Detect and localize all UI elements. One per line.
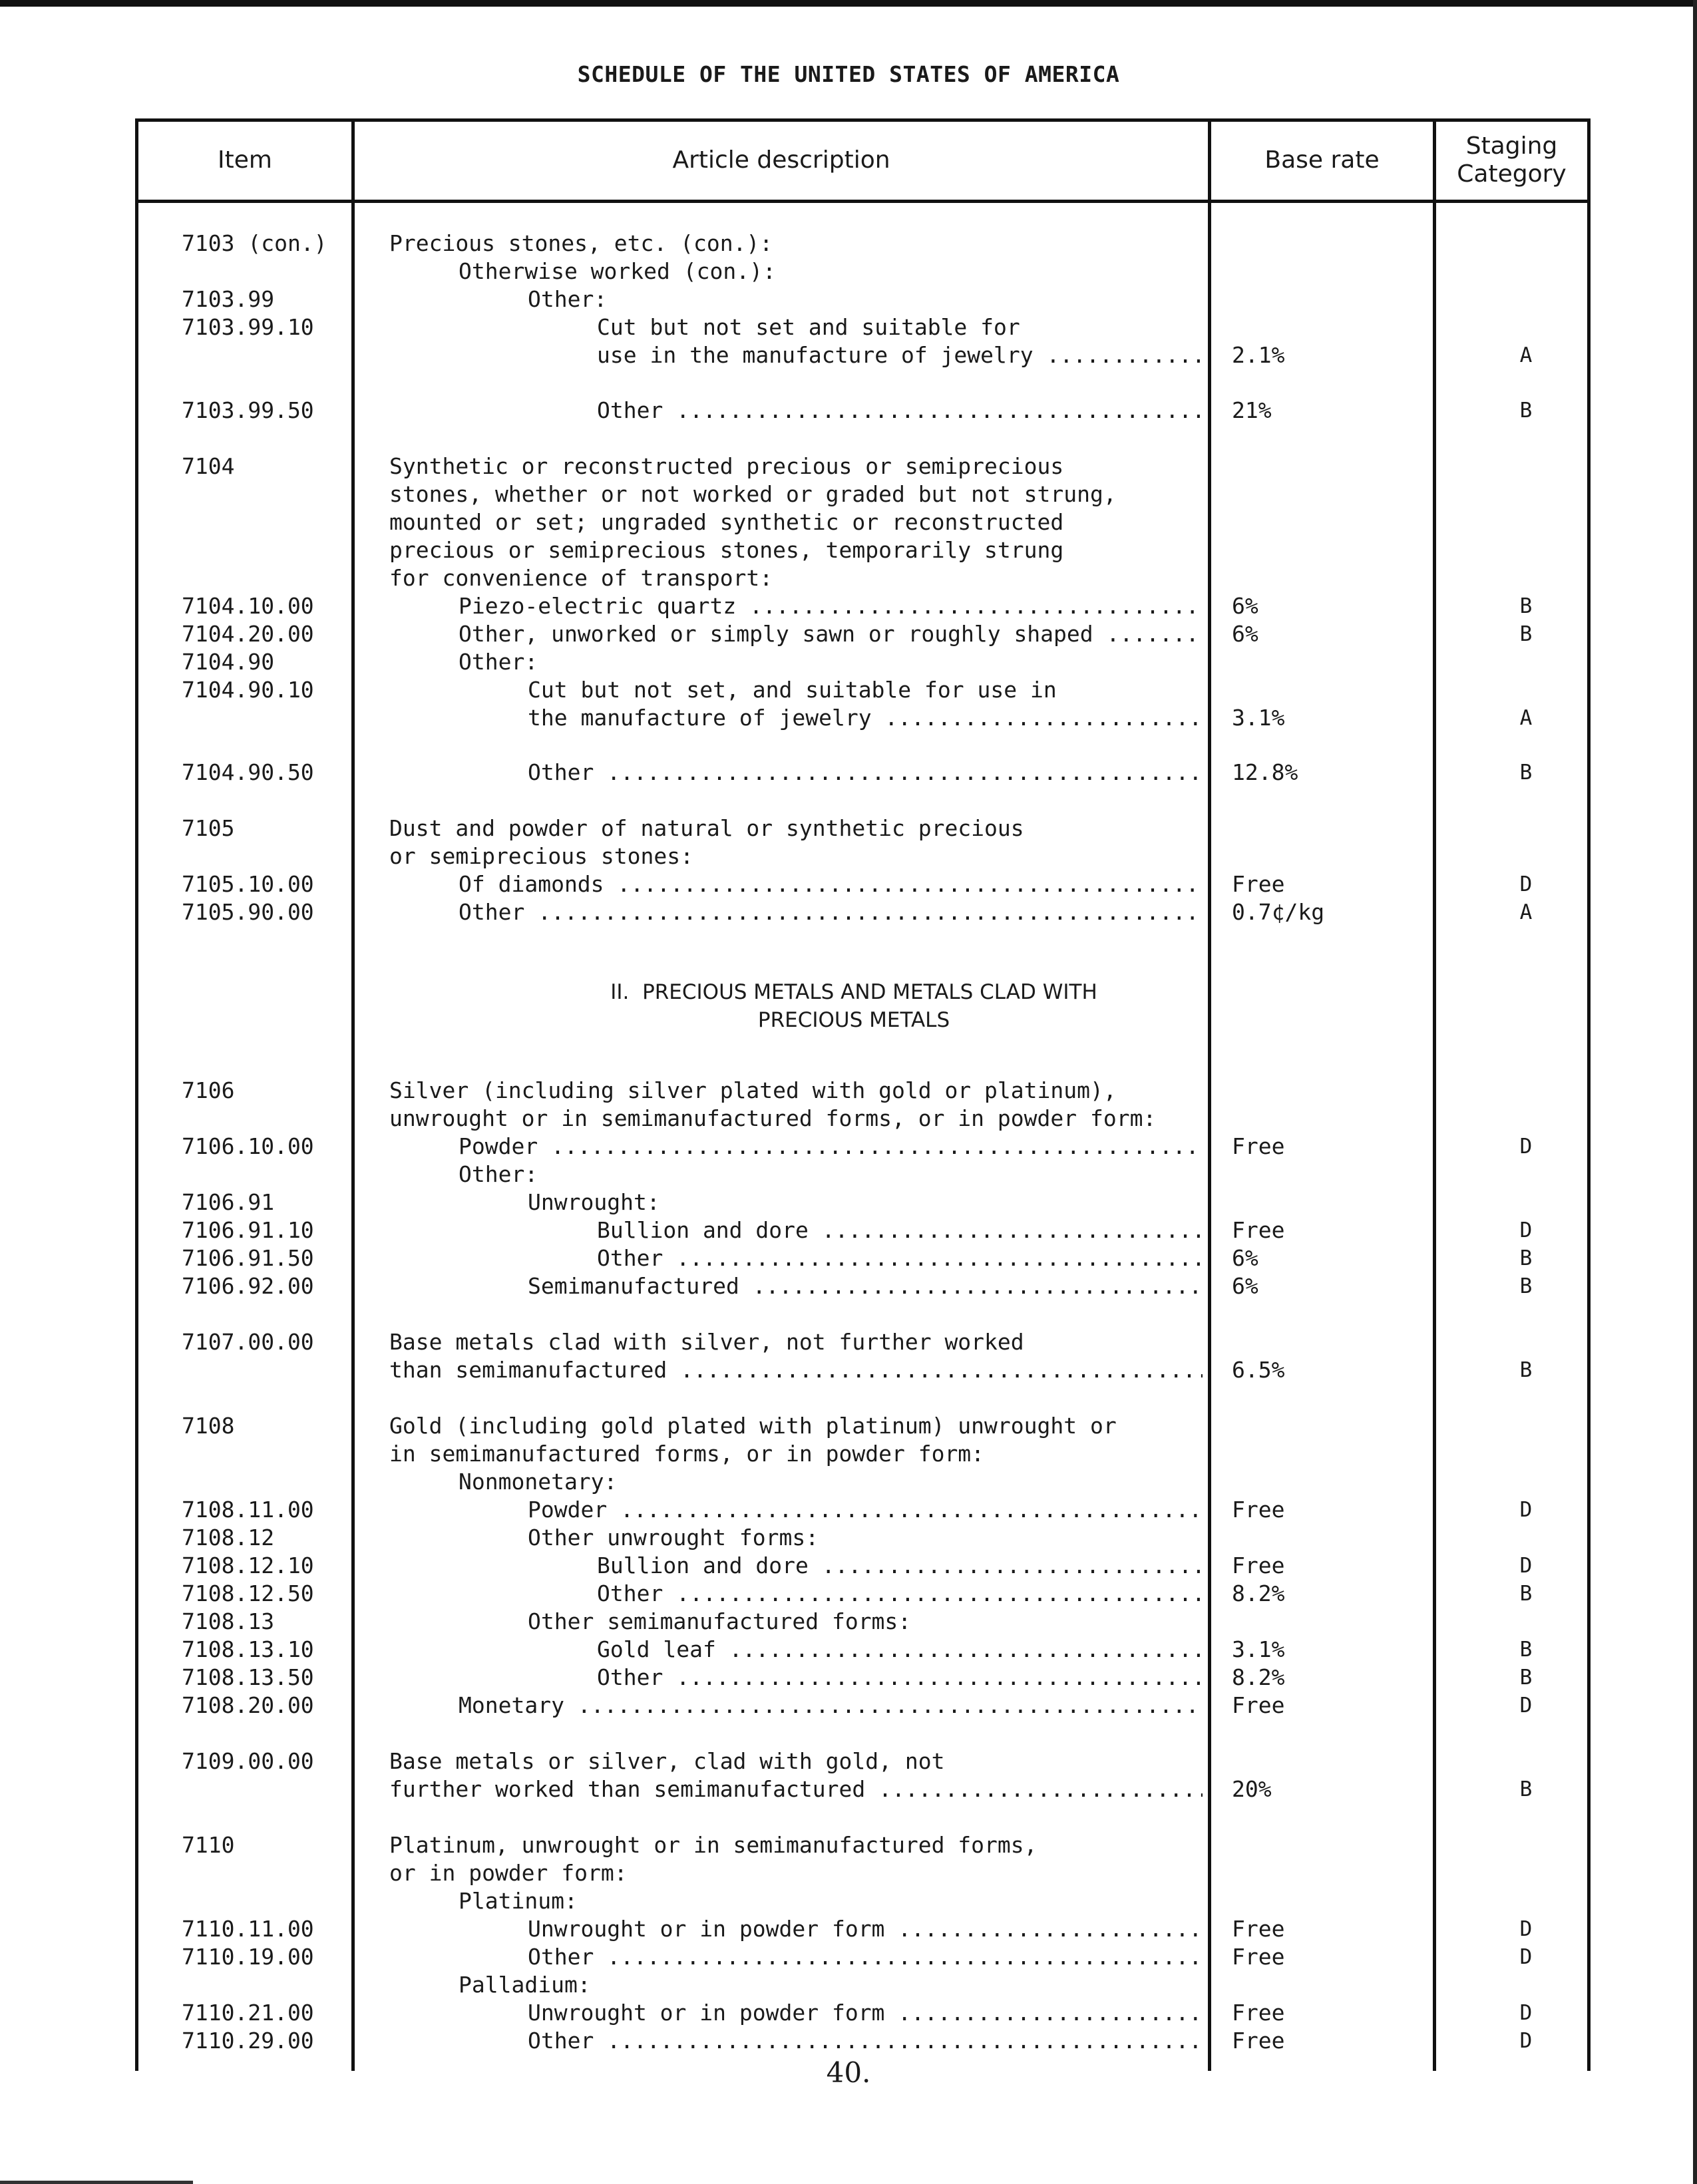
item-number: 7106.10.00: [182, 1133, 314, 1159]
item-number: 7106.91.10: [182, 1217, 314, 1243]
article-description: Other:: [459, 1161, 538, 1187]
staging-category: B: [1519, 1582, 1533, 1606]
item-number: 7105.90.00: [182, 899, 314, 925]
header-description: Article description: [672, 146, 890, 174]
item-number: 7110.11.00: [182, 1916, 314, 1942]
staging-category: B: [1519, 1666, 1533, 1690]
item-number: 7108.11.00: [182, 1497, 314, 1523]
item-number: 7106.91: [182, 1189, 275, 1215]
article-description: Base metals or silver, clad with gold, not: [389, 1748, 945, 1774]
article-description: stones, whether or not worked or graded but not strung,: [389, 481, 1117, 507]
base-rate: 6%: [1232, 593, 1258, 619]
item-number: 7108.13.50: [182, 1664, 314, 1690]
article-description: unwrought or in semimanufactured forms, or in powder form:: [389, 1105, 1157, 1131]
article-description: Piezo-electric quartz .....: [459, 592, 1203, 620]
item-number: 7107.00.00: [182, 1329, 314, 1355]
item-number: 7110.19.00: [182, 1944, 314, 1970]
staging-category: B: [1519, 1246, 1533, 1270]
staging-category: D: [1519, 1498, 1533, 1522]
page-title: SCHEDULE OF THE UNITED STATES OF AMERICA: [577, 61, 1120, 87]
item-number: 7104.20.00: [182, 621, 314, 647]
article-description: Bullion and dore .....: [597, 1216, 1203, 1244]
item-number: 7108.12.50: [182, 1580, 314, 1606]
base-rate: 2.1%: [1232, 342, 1285, 368]
staging-category: B: [1519, 1358, 1533, 1382]
staging-category: D: [1519, 1135, 1533, 1159]
base-rate: 21%: [1232, 397, 1272, 423]
section-heading: PRECIOUS METALS: [757, 1008, 950, 1032]
article-description: Powder .....: [459, 1133, 1203, 1161]
article-description: Semimanufactured .....: [528, 1272, 1203, 1300]
header-base-rate: Base rate: [1264, 146, 1380, 174]
item-number: 7109.00.00: [182, 1748, 314, 1774]
article-description: Other:: [528, 286, 608, 312]
item-number: 7106.92.00: [182, 1273, 314, 1299]
article-description: Other .....: [528, 759, 1203, 787]
staging-category: A: [1519, 343, 1533, 367]
column-rule: [1587, 118, 1591, 2071]
base-rate: Free: [1232, 1497, 1285, 1523]
article-description: mounted or set; ungraded synthetic or reconstructed: [389, 509, 1064, 535]
article-description: Other unwrought forms:: [528, 1525, 819, 1550]
article-description: precious or semiprecious stones, temporarily strung: [389, 537, 1064, 563]
article-description: or semiprecious stones:: [389, 843, 693, 869]
base-rate: 0.7¢/kg: [1232, 899, 1325, 925]
base-rate: Free: [1232, 1133, 1285, 1159]
staging-category: D: [1519, 1917, 1533, 1941]
article-description: or in powder form:: [389, 1860, 628, 1886]
item-number: 7108.20.00: [182, 1692, 314, 1718]
staging-category: D: [1519, 1554, 1533, 1578]
article-description: Unwrought or in powder form .....: [528, 1915, 1203, 1943]
base-rate: 20%: [1232, 1776, 1272, 1802]
article-description: Bullion and dore .....: [597, 1552, 1203, 1580]
column-rule: [135, 118, 138, 2071]
staging-category: B: [1519, 761, 1533, 785]
base-rate: Free: [1232, 2000, 1285, 2026]
article-description: Other, unworked or simply sawn or roughly shaped .....: [459, 620, 1203, 648]
staging-category: D: [1519, 2029, 1533, 2053]
article-description: Gold (including gold plated with platinum) unwrought or: [389, 1413, 1117, 1439]
article-description: Cut but not set and suitable for: [597, 314, 1020, 340]
base-rate: 6.5%: [1232, 1357, 1285, 1383]
staging-category: B: [1519, 1274, 1533, 1298]
scan-edge-bottom: [0, 2181, 193, 2184]
item-number: 7110: [182, 1832, 235, 1858]
item-number: 7108.13: [182, 1608, 275, 1634]
article-description: in semimanufactured forms, or in powder form:: [389, 1441, 985, 1467]
item-number: 7108: [182, 1413, 235, 1439]
item-number: 7104.90.10: [182, 677, 314, 703]
item-number: 7104.10.00: [182, 593, 314, 619]
base-rate: 8.2%: [1232, 1580, 1285, 1606]
base-rate: Free: [1232, 1944, 1285, 1970]
article-description: Other .....: [597, 1580, 1203, 1608]
item-number: 7110.29.00: [182, 2028, 314, 2054]
item-number: 7103.99.10: [182, 314, 314, 340]
item-number: 7106: [182, 1077, 235, 1103]
article-description: use in the manufacture of jewelry .....: [597, 341, 1203, 369]
article-description: Platinum, unwrought or in semimanufactured forms,: [389, 1832, 1037, 1858]
article-description: Other .....: [597, 1664, 1203, 1692]
base-rate: Free: [1232, 871, 1285, 897]
article-description: Platinum:: [459, 1888, 578, 1914]
header-staging-category: Staging Category: [1457, 132, 1567, 188]
column-rule: [1208, 118, 1211, 2071]
staging-category: B: [1519, 594, 1533, 618]
header-item: Item: [218, 146, 272, 174]
article-description: Nonmonetary:: [459, 1469, 618, 1495]
article-description: Dust and powder of natural or synthetic precious: [389, 815, 1024, 841]
item-number: 7104: [182, 453, 235, 479]
base-rate: 6%: [1232, 621, 1258, 647]
scan-edge-right: [1693, 0, 1697, 2184]
staging-category: B: [1519, 1638, 1533, 1662]
staging-category: D: [1519, 872, 1533, 896]
article-description: Unwrought:: [528, 1189, 660, 1215]
article-description: the manufacture of jewelry .....: [528, 704, 1203, 732]
item-number: 7108.12.10: [182, 1552, 314, 1578]
article-description: Cut but not set, and suitable for use in: [528, 677, 1057, 703]
article-description: Base metals clad with silver, not further worked: [389, 1329, 1024, 1355]
article-description: Other .....: [597, 1244, 1203, 1272]
base-rate: Free: [1232, 1916, 1285, 1942]
item-number: 7108.13.10: [182, 1636, 314, 1662]
article-description: than semimanufactured .....: [389, 1356, 1203, 1384]
staging-category: A: [1519, 706, 1533, 730]
scan-edge-top: [0, 0, 1697, 7]
item-number: 7104.90: [182, 649, 275, 675]
base-rate: 3.1%: [1232, 705, 1285, 731]
article-description: Of diamonds .....: [459, 870, 1203, 898]
article-description: Other:: [459, 649, 538, 675]
item-number: 7105.10.00: [182, 871, 314, 897]
base-rate: Free: [1232, 2028, 1285, 2054]
article-description: Other .....: [528, 2027, 1203, 2055]
column-rule: [1433, 118, 1436, 2071]
article-description: Gold leaf .....: [597, 1636, 1203, 1664]
item-number: 7103 (con.): [182, 230, 327, 256]
article-description: for convenience of transport:: [389, 565, 773, 591]
item-number: 7110.21.00: [182, 2000, 314, 2026]
article-description: further worked than semimanufactured .....: [389, 1775, 1203, 1803]
staging-category: D: [1519, 1218, 1533, 1242]
staging-category: D: [1519, 1694, 1533, 1718]
article-description: Unwrought or in powder form .....: [528, 1999, 1203, 2027]
article-description: Powder .....: [528, 1496, 1203, 1524]
article-description: Other .....: [459, 898, 1203, 926]
staging-category: B: [1519, 622, 1533, 646]
base-rate: 8.2%: [1232, 1664, 1285, 1690]
item-number: 7103.99: [182, 286, 275, 312]
article-description: Precious stones, etc. (con.):: [389, 230, 773, 256]
base-rate: Free: [1232, 1217, 1285, 1243]
article-description: Monetary .....: [459, 1692, 1203, 1720]
base-rate: Free: [1232, 1692, 1285, 1718]
article-description: Other semimanufactured forms:: [528, 1608, 912, 1634]
article-description: Otherwise worked (con.):: [459, 258, 776, 284]
base-rate: Free: [1232, 1552, 1285, 1578]
base-rate: 6%: [1232, 1273, 1258, 1299]
staging-category: A: [1519, 900, 1533, 924]
base-rate: 12.8%: [1232, 759, 1298, 785]
staging-category: B: [1519, 1777, 1533, 1801]
base-rate: 6%: [1232, 1245, 1258, 1271]
section-heading: II. PRECIOUS METALS AND METALS CLAD WITH: [610, 980, 1097, 1004]
article-description: Other .....: [528, 1943, 1203, 1971]
staging-category: D: [1519, 1945, 1533, 1969]
schedule-table: [135, 118, 1591, 2071]
staging-category: D: [1519, 2001, 1533, 2025]
item-number: 7104.90.50: [182, 759, 314, 785]
base-rate: 3.1%: [1232, 1636, 1285, 1662]
item-number: 7106.91.50: [182, 1245, 314, 1271]
item-number: 7103.99.50: [182, 397, 314, 423]
item-number: 7108.12: [182, 1525, 275, 1550]
column-rule: [351, 118, 355, 2071]
page-number: 40.: [826, 2056, 871, 2089]
article-description: Synthetic or reconstructed precious or semiprecious: [389, 453, 1064, 479]
article-description: Palladium:: [459, 1972, 591, 1998]
article-description: Other .....: [597, 397, 1203, 425]
staging-category: B: [1519, 399, 1533, 423]
article-description: Silver (including silver plated with gold or platinum),: [389, 1077, 1117, 1103]
item-number: 7105: [182, 815, 235, 841]
